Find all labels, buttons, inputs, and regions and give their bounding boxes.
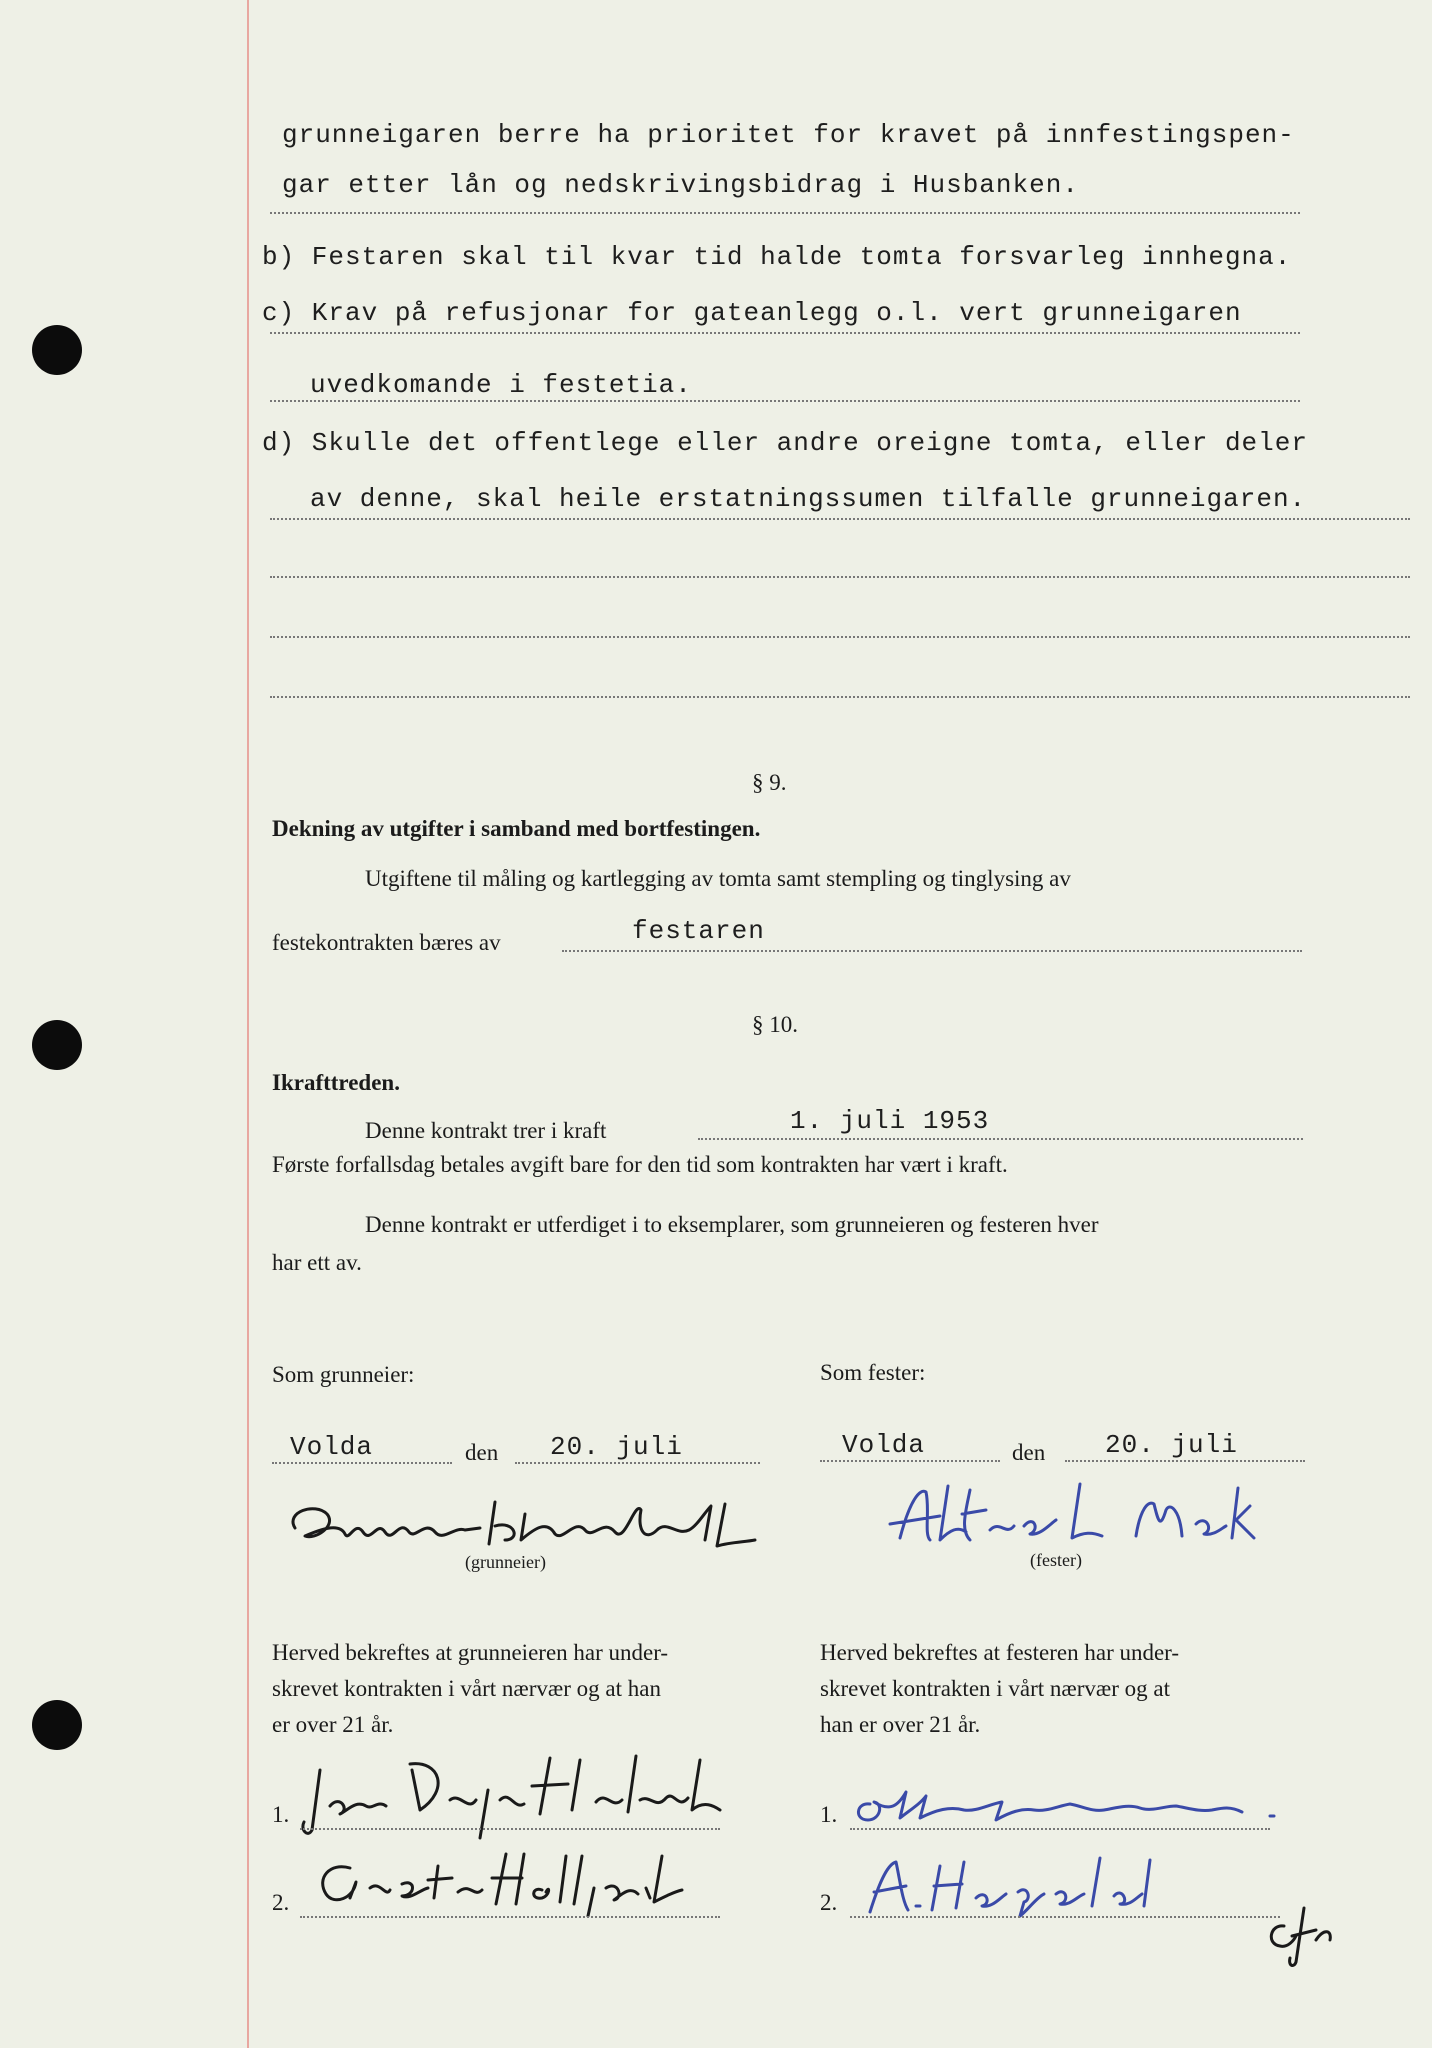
owner-witness1-signature [300,1750,730,1840]
section-text: Første forfallsdag betales avgift bare for den tid som kontrakten har vært i kraft. [272,1152,1008,1177]
section-title: Dekning av utgifter i samband med bortfestingen. [272,816,761,841]
clause-item-c-cont: uvedkomande i festetia. [310,370,692,400]
witness-number: 2. [272,1890,290,1915]
margin-rule [247,0,249,2048]
clause-item-d: d) Skulle det offentlege eller andre oreigne tomta, eller deler [262,428,1308,458]
dotted-line [820,1460,1000,1462]
punch-hole [32,325,82,375]
dotted-line [270,696,1410,698]
section-heading: § 10. [752,1012,798,1037]
owner-date: 20. juli [550,1432,683,1462]
lessee-witness2-signature [860,1850,1160,1920]
lessee-sig-caption: (fester) [1030,1550,1082,1570]
lessee-den: den [1012,1440,1046,1465]
dotted-line [515,1462,760,1464]
dotted-line [270,332,1300,334]
dotted-line [272,1462,452,1464]
effective-date: 1. juli 1953 [790,1106,990,1136]
owner-place: Volda [290,1432,374,1462]
lessee-place: Volda [842,1430,926,1460]
clause-line: gar etter lån og nedskrivingsbidrag i Husbanken. [282,170,1079,200]
witness-text: han er over 21 år. [820,1712,981,1737]
witness-text: skrevet kontrakten i vårt nærvær og at han [272,1676,661,1701]
punch-hole [32,1020,82,1070]
lessee-witness1-signature [850,1782,1310,1832]
owner-signature [285,1490,765,1560]
witness-text: Herved bekreftes at festeren har under- [820,1640,1180,1665]
dotted-line [300,1828,720,1830]
section-text: Denne kontrakt trer i kraft [365,1118,607,1143]
cost-payer: festaren [632,916,765,946]
dotted-line [850,1828,1270,1830]
dotted-line [270,212,1300,214]
clause-line: grunneigaren berre ha prioritet for kravet på innfestingspen- [282,120,1295,150]
initials-mark [1260,1900,1340,1970]
owner-witness2-signature [310,1848,690,1918]
owner-den: den [465,1440,499,1465]
dotted-line [270,518,1410,520]
dotted-line [698,1138,1303,1140]
dotted-line [270,576,1410,578]
witness-text: er over 21 år. [272,1712,394,1737]
dotted-line [270,636,1410,638]
witness-text: skrevet kontrakten i vårt nærvær og at [820,1676,1171,1701]
section-heading: § 9. [752,770,787,795]
dotted-line [562,950,1302,952]
punch-hole [32,1700,82,1750]
section-text: Denne kontrakt er utferdiget i to eksemplarer, som grunneieren og festeren hver [365,1212,1099,1237]
section-text: Utgiftene til måling og kartlegging av tomta samt stempling og tinglysing av [365,866,1071,891]
clause-item-c: c) Krav på refusjonar for gateanlegg o.l. vert grunneigaren [262,298,1242,328]
witness-number: 1. [272,1802,290,1827]
clause-item-d-cont: av denne, skal heile erstatningssumen tilfalle grunneigaren. [310,484,1307,514]
dotted-line [300,1916,720,1918]
clause-item-b: b) Festaren skal til kvar tid halde tomta forsvarleg innhegna. [262,242,1292,272]
lessee-signature [870,1480,1260,1560]
lessee-date: 20. juli [1105,1430,1238,1460]
section-text: har ett av. [272,1250,362,1275]
dotted-line [850,1916,1280,1918]
witness-text: Herved bekreftes at grunneieren har under- [272,1640,669,1665]
section-text: festekontrakten bæres av [272,930,501,955]
witness-number: 2. [820,1890,838,1915]
lessee-label: Som fester: [820,1360,926,1385]
section-title: Ikrafttreden. [272,1070,400,1095]
witness-number: 1. [820,1802,838,1827]
dotted-line [270,400,1300,402]
owner-sig-caption: (grunneier) [465,1552,546,1572]
dotted-line [1065,1460,1305,1462]
owner-label: Som grunneier: [272,1362,415,1387]
